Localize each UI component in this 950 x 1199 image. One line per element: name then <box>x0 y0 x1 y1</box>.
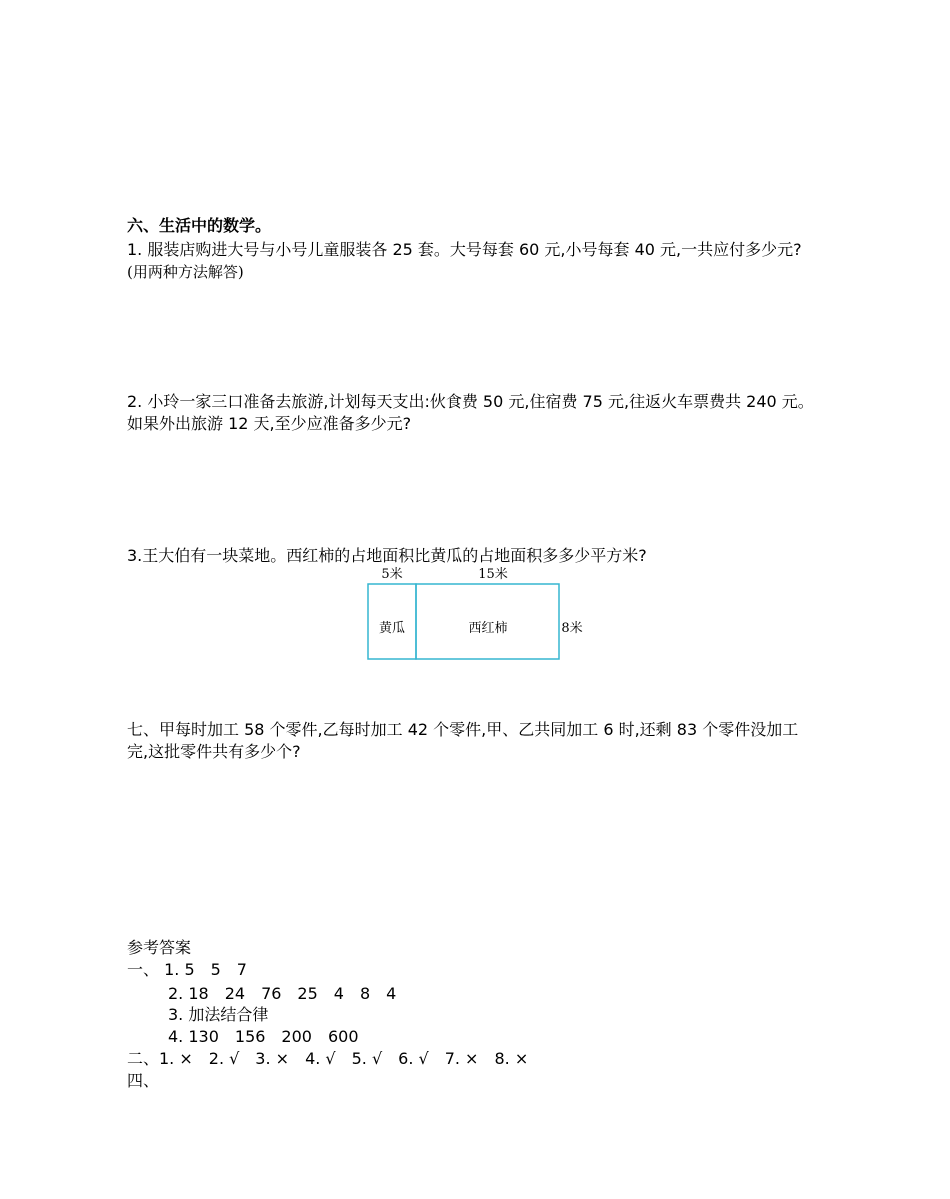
question-2-text-continued: 如果外出旅游 12 天,至少应准备多少元? <box>127 414 412 433</box>
height-label: 8米 <box>561 621 583 636</box>
answers-part1-line4: 4. 130 156 200 600 <box>168 1027 359 1046</box>
answers-part1-line3: 3. 加法结合律 <box>168 1005 269 1024</box>
cucumber-label: 黄瓜 <box>378 621 406 636</box>
garden-plot-diagram <box>360 562 600 666</box>
section-six-heading: 六、生活中的数学。 <box>127 216 272 235</box>
section-seven-text-continued: 完,这批零件共有多少个? <box>127 742 301 761</box>
answers-part1-line2: 2. 18 24 76 25 4 8 4 <box>168 984 397 1003</box>
right-width-label: 15米 <box>478 567 508 582</box>
question-1-text: 1. 服装店购进大号与小号儿童服装各 25 套。大号每套 60 元,小号每套 40 元,一共应付多少元? <box>127 240 802 259</box>
question-1-note: (用两种方法解答) <box>127 263 244 281</box>
answers-part2: 二、1. × 2. √ 3. × 4. √ 5. √ 6. √ 7. × 8. × <box>127 1049 529 1068</box>
tomato-label: 西红柿 <box>468 621 508 636</box>
answers-part4: 四、 <box>127 1071 160 1090</box>
question-3-text: 3.王大伯有一块菜地。西红柿的占地面积比黄瓜的占地面积多多少平方米? <box>127 546 647 565</box>
question-2-text: 2. 小玲一家三口准备去旅游,计划每天支出:伙食费 50 元,住宿费 75 元,往返火车票费共 240 元。 <box>127 392 814 411</box>
section-seven-text: 七、甲每时加工 58 个零件,乙每时加工 42 个零件,甲、乙共同加工 6 时,还剩 83 个零件没加工 <box>127 720 799 739</box>
answers-title: 参考答案 <box>127 938 192 957</box>
answers-part1-line1: 一、 1. 5 5 7 <box>127 960 247 979</box>
left-width-label: 5米 <box>381 567 403 582</box>
